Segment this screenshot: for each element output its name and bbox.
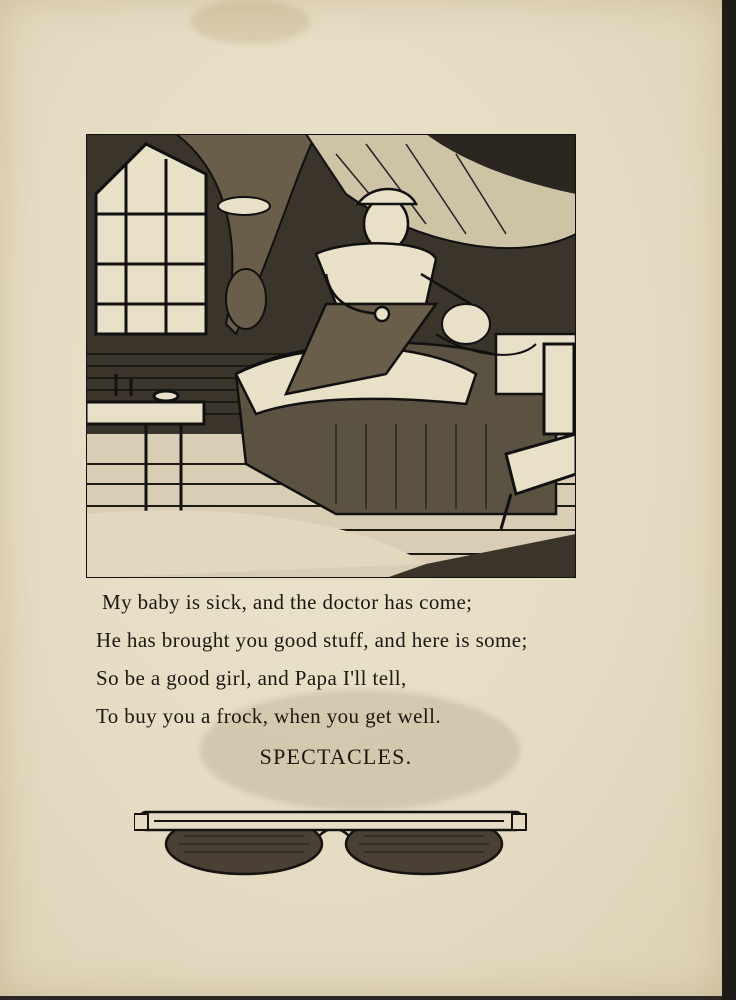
paper-stain-top bbox=[190, 0, 310, 44]
woodcut-sickroom-illustration bbox=[86, 134, 576, 578]
page-edge bbox=[722, 0, 736, 1000]
verse-line-1: My baby is sick, and the doctor has come; bbox=[102, 590, 473, 614]
section-heading: SPECTACLES. bbox=[259, 744, 413, 769]
verse-line-2: He has brought you good stuff, and here is some; bbox=[96, 628, 528, 652]
spectacles-illustration bbox=[134, 786, 528, 880]
verse-line-3: So be a good girl, and Papa I'll tell, bbox=[96, 666, 407, 690]
verse-line-4: To buy you a frock, when you get well. bbox=[96, 704, 441, 728]
